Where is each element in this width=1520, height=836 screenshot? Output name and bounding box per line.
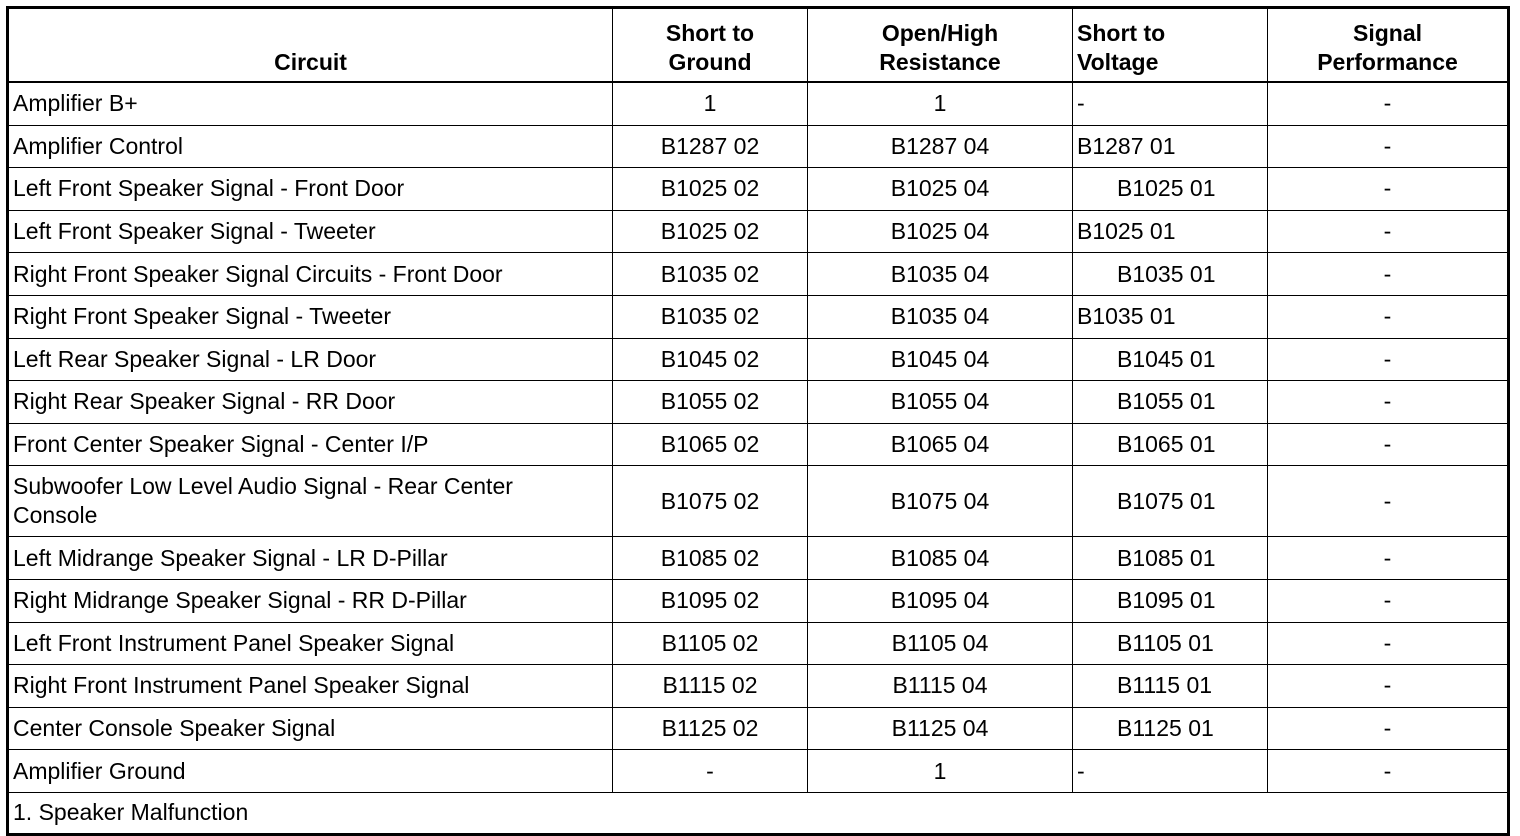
circuit-cell: Left Midrange Speaker Signal - LR D-Pillar <box>8 537 613 580</box>
open-high-cell: B1065 04 <box>808 423 1073 466</box>
signal-performance-cell: - <box>1268 125 1509 168</box>
short-to-ground-cell: B1055 02 <box>613 381 808 424</box>
table-row <box>8 125 1509 168</box>
short-to-voltage-cell: B1115 01 <box>1073 665 1268 708</box>
short-to-voltage-cell: B1085 01 <box>1073 537 1268 580</box>
short-to-ground-cell: B1025 02 <box>613 168 808 211</box>
short-to-ground-cell: B1045 02 <box>613 338 808 381</box>
signal-performance-cell: - <box>1268 707 1509 750</box>
open-high-cell: B1095 04 <box>808 579 1073 622</box>
short-to-voltage-cell: B1025 01 <box>1073 168 1268 211</box>
header-signal-performance: Signal Performance <box>1268 8 1509 83</box>
short-to-ground-cell: B1125 02 <box>613 707 808 750</box>
circuit-cell: Right Front Speaker Signal - Tweeter <box>8 295 613 338</box>
table-row <box>8 210 1509 253</box>
header-open-high-resistance: Open/High Resistance <box>808 8 1073 83</box>
signal-performance-cell: - <box>1268 381 1509 424</box>
short-to-voltage-cell: - <box>1073 750 1268 793</box>
short-to-voltage-cell: B1125 01 <box>1073 707 1268 750</box>
circuit-cell: Amplifier Control <box>8 125 613 168</box>
signal-performance-cell: - <box>1268 579 1509 622</box>
open-high-cell: B1287 04 <box>808 125 1073 168</box>
short-to-voltage-cell: B1065 01 <box>1073 423 1268 466</box>
open-high-cell: B1125 04 <box>808 707 1073 750</box>
circuit-cell: Left Front Speaker Signal - Front Door <box>8 168 613 211</box>
circuit-cell: Right Front Instrument Panel Speaker Signal <box>8 665 613 708</box>
signal-performance-cell: - <box>1268 168 1509 211</box>
header-circuit: Circuit <box>8 8 613 83</box>
circuit-cell: Left Front Instrument Panel Speaker Signal <box>8 622 613 665</box>
circuit-cell: Amplifier B+ <box>8 82 613 125</box>
open-high-cell: 1 <box>808 82 1073 125</box>
short-to-voltage-cell: B1035 01 <box>1073 253 1268 296</box>
table-row <box>8 295 1509 338</box>
table-row <box>8 338 1509 381</box>
open-high-cell: B1055 04 <box>808 381 1073 424</box>
footnote: 1. Speaker Malfunction <box>8 792 1509 834</box>
table-row <box>8 82 1509 125</box>
circuit-cell: Amplifier Ground <box>8 750 613 793</box>
short-to-ground-cell: B1065 02 <box>613 423 808 466</box>
circuit-cell: Left Rear Speaker Signal - LR Door <box>8 338 613 381</box>
short-to-voltage-cell: B1287 01 <box>1073 125 1268 168</box>
header-row <box>8 8 1509 83</box>
header-short-to-voltage: Short to Voltage <box>1073 8 1268 83</box>
signal-performance-cell: - <box>1268 466 1509 537</box>
table-row <box>8 665 1509 708</box>
short-to-ground-cell: B1287 02 <box>613 125 808 168</box>
short-to-ground-cell: B1035 02 <box>613 295 808 338</box>
table-row <box>8 579 1509 622</box>
header-short-to-ground: Short to Ground <box>613 8 808 83</box>
circuit-dtc-table <box>6 6 1510 836</box>
signal-performance-cell: - <box>1268 295 1509 338</box>
footnote-row <box>8 792 1509 834</box>
table-row <box>8 750 1509 793</box>
open-high-cell: B1115 04 <box>808 665 1073 708</box>
short-to-ground-cell: B1105 02 <box>613 622 808 665</box>
short-to-ground-cell: - <box>613 750 808 793</box>
short-to-voltage-cell: B1045 01 <box>1073 338 1268 381</box>
short-to-voltage-cell: B1095 01 <box>1073 579 1268 622</box>
table-row <box>8 707 1509 750</box>
signal-performance-cell: - <box>1268 423 1509 466</box>
signal-performance-cell: - <box>1268 82 1509 125</box>
open-high-cell: B1105 04 <box>808 622 1073 665</box>
signal-performance-cell: - <box>1268 210 1509 253</box>
circuit-cell: Right Midrange Speaker Signal - RR D-Pillar <box>8 579 613 622</box>
short-to-ground-cell: B1025 02 <box>613 210 808 253</box>
table-row <box>8 381 1509 424</box>
table-row <box>8 253 1509 296</box>
open-high-cell: B1045 04 <box>808 338 1073 381</box>
circuit-cell: Subwoofer Low Level Audio Signal - Rear Center Console <box>8 466 613 537</box>
short-to-voltage-cell: - <box>1073 82 1268 125</box>
short-to-voltage-cell: B1025 01 <box>1073 210 1268 253</box>
short-to-voltage-cell: B1075 01 <box>1073 466 1268 537</box>
signal-performance-cell: - <box>1268 750 1509 793</box>
table-row <box>8 466 1509 537</box>
short-to-voltage-cell: B1055 01 <box>1073 381 1268 424</box>
table-row <box>8 168 1509 211</box>
signal-performance-cell: - <box>1268 622 1509 665</box>
short-to-ground-cell: B1115 02 <box>613 665 808 708</box>
circuit-cell: Left Front Speaker Signal - Tweeter <box>8 210 613 253</box>
circuit-cell: Front Center Speaker Signal - Center I/P <box>8 423 613 466</box>
short-to-ground-cell: B1075 02 <box>613 466 808 537</box>
table-row <box>8 537 1509 580</box>
short-to-ground-cell: B1085 02 <box>613 537 808 580</box>
circuit-cell: Right Front Speaker Signal Circuits - Front Door <box>8 253 613 296</box>
table-row <box>8 622 1509 665</box>
diagnostic-table-container <box>6 6 1507 836</box>
open-high-cell: B1075 04 <box>808 466 1073 537</box>
short-to-ground-cell: B1095 02 <box>613 579 808 622</box>
short-to-voltage-cell: B1035 01 <box>1073 295 1268 338</box>
open-high-cell: B1025 04 <box>808 168 1073 211</box>
open-high-cell: B1035 04 <box>808 253 1073 296</box>
short-to-ground-cell: 1 <box>613 82 808 125</box>
short-to-ground-cell: B1035 02 <box>613 253 808 296</box>
open-high-cell: B1025 04 <box>808 210 1073 253</box>
table-row <box>8 423 1509 466</box>
signal-performance-cell: - <box>1268 665 1509 708</box>
open-high-cell: 1 <box>808 750 1073 793</box>
signal-performance-cell: - <box>1268 537 1509 580</box>
circuit-cell: Right Rear Speaker Signal - RR Door <box>8 381 613 424</box>
signal-performance-cell: - <box>1268 253 1509 296</box>
signal-performance-cell: - <box>1268 338 1509 381</box>
open-high-cell: B1085 04 <box>808 537 1073 580</box>
open-high-cell: B1035 04 <box>808 295 1073 338</box>
circuit-cell: Center Console Speaker Signal <box>8 707 613 750</box>
short-to-voltage-cell: B1105 01 <box>1073 622 1268 665</box>
